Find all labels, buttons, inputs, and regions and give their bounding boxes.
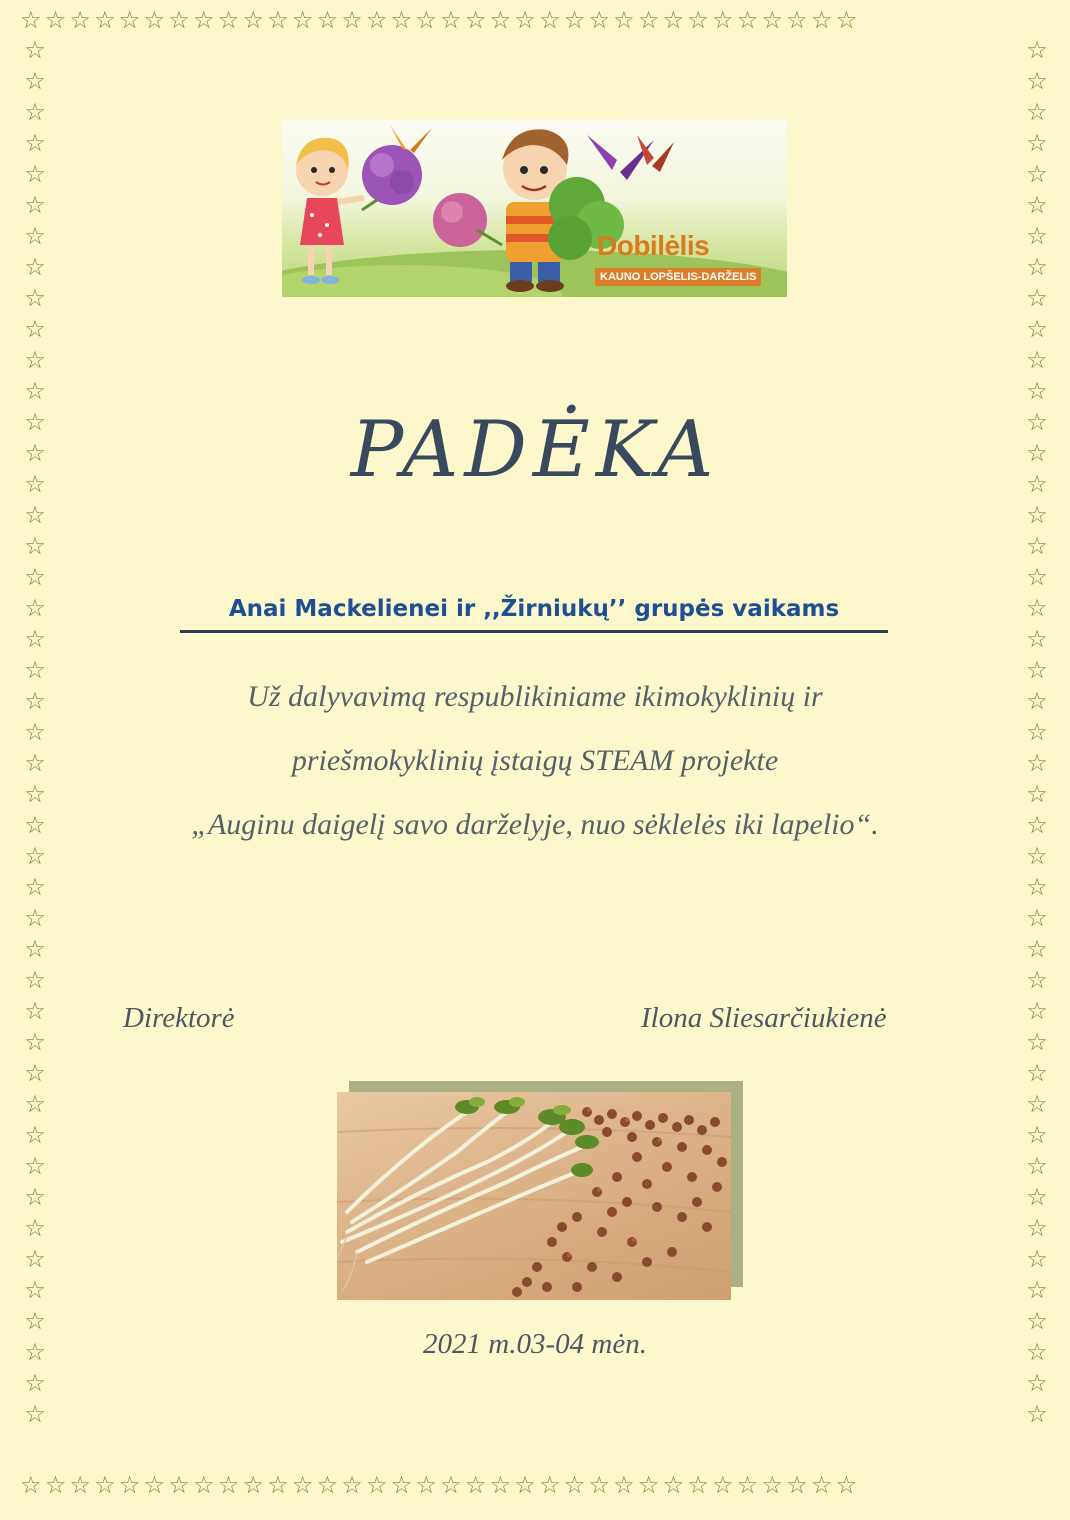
star-icon: ☆ [1026, 160, 1048, 188]
star-icon: ☆ [1026, 966, 1048, 994]
body-line-1: Už dalyvavimą respublikiniame ikimokyklinių ir [247, 680, 823, 713]
star-icon: ☆ [24, 718, 46, 746]
star-icon: ☆ [1026, 129, 1048, 157]
star-icon: ☆ [1026, 780, 1048, 808]
body-line-3: „Auginu daigelį savo darželyje, nuo sėklelės iki lapelio“. [191, 808, 879, 841]
star-icon: ☆ [24, 656, 46, 684]
sprouts-seeds-photo [337, 1092, 731, 1300]
star-icon: ☆ [24, 904, 46, 932]
star-icon: ☆ [1026, 842, 1048, 870]
star-icon: ☆ [24, 997, 46, 1025]
star-icon: ☆ [1026, 625, 1048, 653]
star-icon: ☆ [24, 129, 46, 157]
star-icon: ☆ [24, 439, 46, 467]
star-icon: ☆ [24, 346, 46, 374]
star-icon: ☆ [1026, 1245, 1048, 1273]
signature-role: Direktorė [123, 1002, 235, 1034]
star-icon: ☆ [1026, 997, 1048, 1025]
kindergarten-logo-banner [282, 120, 787, 297]
star-icon: ☆ [1026, 594, 1048, 622]
star-border-right [1022, 38, 1052, 1448]
star-icon: ☆ [24, 1307, 46, 1335]
recipient-line: Anai Mackelienei ir ,,Žirniukų’’ grupės vaikams [180, 596, 888, 633]
star-icon: ☆ [24, 1276, 46, 1304]
star-icon: ☆ [24, 1152, 46, 1180]
star-icon: ☆ [1026, 1090, 1048, 1118]
star-icon: ☆ [24, 191, 46, 219]
star-icon: ☆ [24, 1214, 46, 1242]
star-icon: ☆ [1026, 532, 1048, 560]
star-icon: ☆ [24, 160, 46, 188]
star-icon: ☆ [24, 1338, 46, 1366]
logo-name: Dobilėlis [597, 230, 710, 261]
star-icon: ☆ [1026, 563, 1048, 591]
star-icon: ☆ [24, 222, 46, 250]
star-icon: ☆ [24, 594, 46, 622]
star-border-bottom: ☆☆☆☆☆☆☆☆☆☆☆☆☆☆☆☆☆☆☆☆☆☆☆☆☆☆☆☆☆☆☆☆☆☆ [20, 1473, 861, 1499]
star-icon: ☆ [1026, 377, 1048, 405]
star-icon: ☆ [24, 687, 46, 715]
star-icon: ☆ [1026, 904, 1048, 932]
star-icon: ☆ [1026, 687, 1048, 715]
star-icon: ☆ [24, 532, 46, 560]
star-icon: ☆ [1026, 501, 1048, 529]
certificate-title: PADĖKA [350, 405, 720, 495]
star-icon: ☆ [24, 873, 46, 901]
star-icon: ☆ [24, 253, 46, 281]
star-icon: ☆ [24, 1090, 46, 1118]
star-icon: ☆ [1026, 222, 1048, 250]
star-icon: ☆ [24, 408, 46, 436]
star-icon: ☆ [1026, 253, 1048, 281]
star-icon: ☆ [1026, 1276, 1048, 1304]
star-icon: ☆ [1026, 470, 1048, 498]
star-icon: ☆ [24, 563, 46, 591]
star-icon: ☆ [1026, 1121, 1048, 1149]
star-icon: ☆ [1026, 1214, 1048, 1242]
certificate-date: 2021 m.03-04 mėn. [423, 1328, 647, 1360]
star-icon: ☆ [1026, 1152, 1048, 1180]
star-icon: ☆ [1026, 1400, 1048, 1428]
signature-name: Ilona Sliesarčiukienė [641, 1002, 887, 1034]
logo-subtitle: KAUNO LOPŠELIS-DARŽELIS [595, 268, 761, 286]
star-icon: ☆ [1026, 811, 1048, 839]
star-icon: ☆ [1026, 873, 1048, 901]
star-icon: ☆ [1026, 1307, 1048, 1335]
star-icon: ☆ [1026, 656, 1048, 684]
star-icon: ☆ [24, 1183, 46, 1211]
body-line-2: priešmokyklinių įstaigų STEAM projekte [291, 744, 779, 777]
star-icon: ☆ [24, 749, 46, 777]
star-icon: ☆ [1026, 346, 1048, 374]
star-icon: ☆ [24, 1400, 46, 1428]
star-icon: ☆ [1026, 315, 1048, 343]
star-icon: ☆ [24, 1059, 46, 1087]
star-icon: ☆ [24, 470, 46, 498]
star-icon: ☆ [1026, 749, 1048, 777]
star-icon: ☆ [24, 377, 46, 405]
star-icon: ☆ [1026, 191, 1048, 219]
star-border-left [20, 38, 50, 1448]
star-icon: ☆ [24, 501, 46, 529]
star-icon: ☆ [24, 780, 46, 808]
star-icon: ☆ [24, 284, 46, 312]
star-icon: ☆ [24, 38, 46, 64]
star-icon: ☆ [24, 1028, 46, 1056]
star-icon: ☆ [1026, 98, 1048, 126]
star-icon: ☆ [24, 625, 46, 653]
star-icon: ☆ [1026, 284, 1048, 312]
sprouts-illustration [337, 1092, 731, 1300]
star-icon: ☆ [1026, 1369, 1048, 1397]
star-icon: ☆ [1026, 67, 1048, 95]
star-icon: ☆ [1026, 408, 1048, 436]
star-icon: ☆ [1026, 1338, 1048, 1366]
star-icon: ☆ [24, 966, 46, 994]
star-icon: ☆ [24, 1369, 46, 1397]
star-icon: ☆ [1026, 1059, 1048, 1087]
star-icon: ☆ [1026, 1183, 1048, 1211]
star-icon: ☆ [24, 67, 46, 95]
star-icon: ☆ [1026, 439, 1048, 467]
star-icon: ☆ [1026, 718, 1048, 746]
star-icon: ☆ [1026, 935, 1048, 963]
star-icon: ☆ [24, 98, 46, 126]
star-icon: ☆ [1026, 38, 1048, 64]
star-icon: ☆ [24, 811, 46, 839]
star-icon: ☆ [24, 1245, 46, 1273]
star-icon: ☆ [24, 842, 46, 870]
star-icon: ☆ [24, 1121, 46, 1149]
star-icon: ☆ [24, 315, 46, 343]
star-border-top: ☆☆☆☆☆☆☆☆☆☆☆☆☆☆☆☆☆☆☆☆☆☆☆☆☆☆☆☆☆☆☆☆☆☆ [20, 8, 861, 34]
star-icon: ☆ [1026, 1028, 1048, 1056]
star-icon: ☆ [24, 935, 46, 963]
